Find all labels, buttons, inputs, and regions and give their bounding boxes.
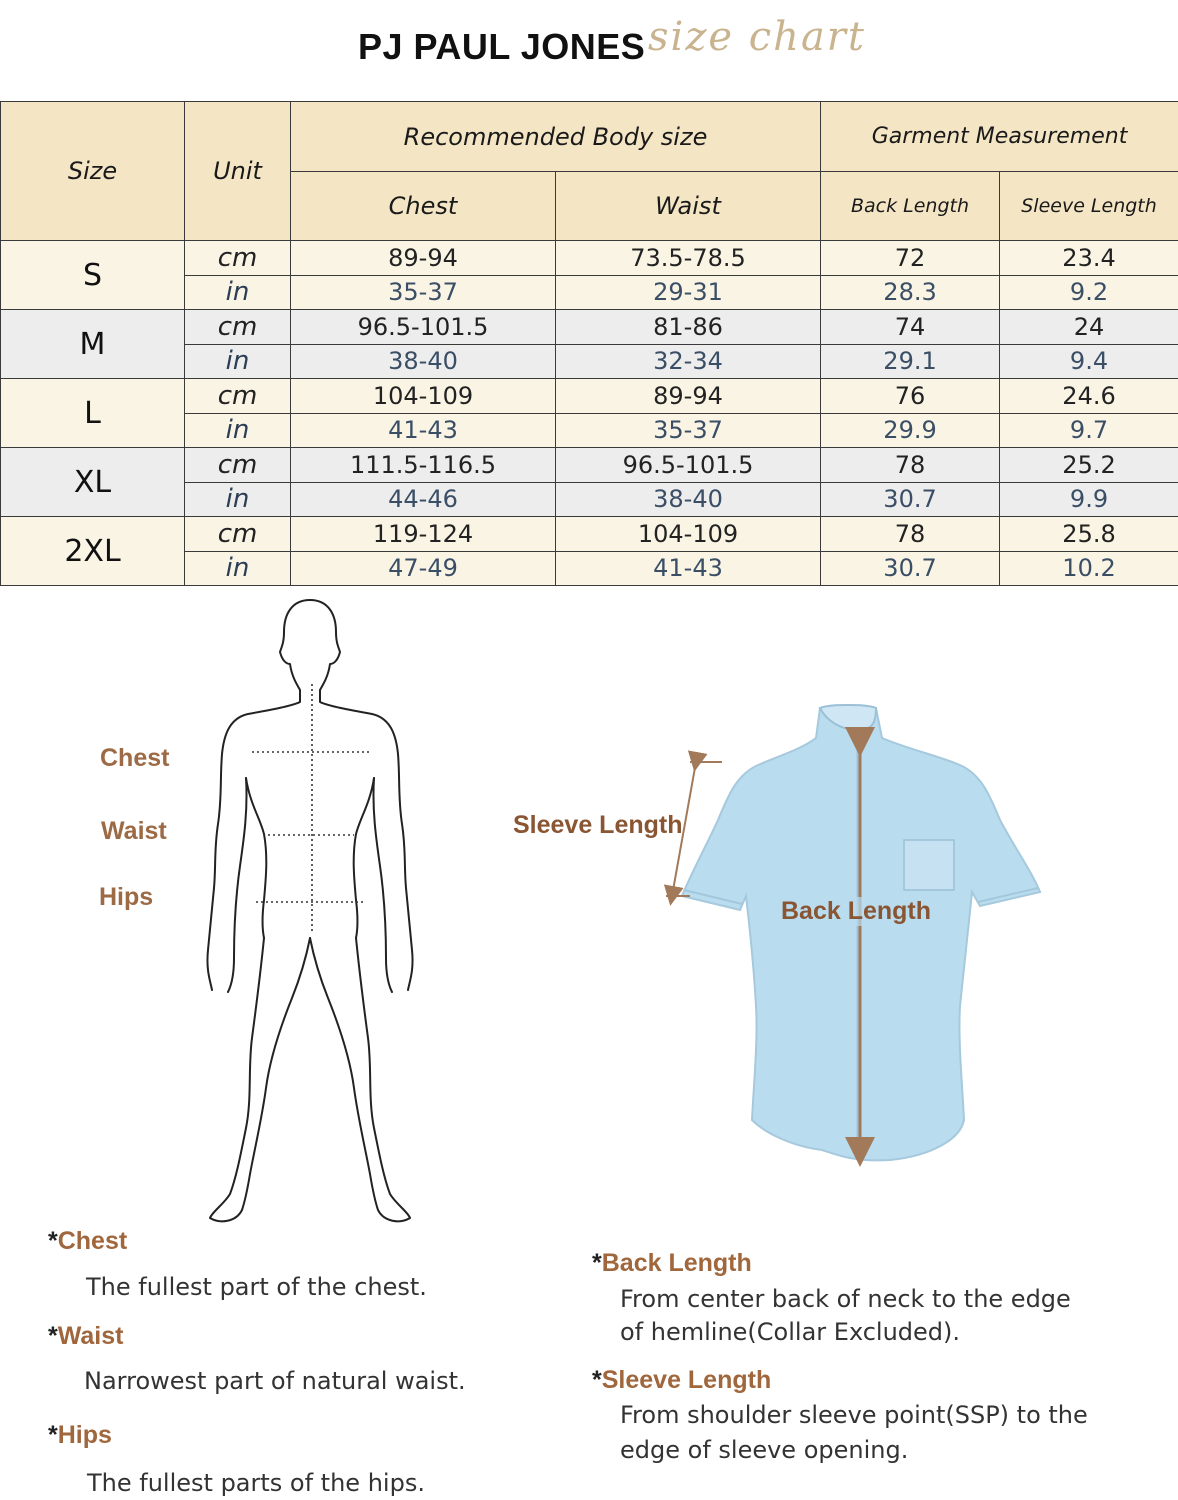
shirt-label-back-length: Back Length <box>781 897 932 925</box>
note-sleeve-length-title-text: Sleeve Length <box>601 1366 772 1394</box>
size-label: L <box>1 379 185 448</box>
note-sleeve-length-title <box>592 1366 771 1395</box>
header-recommended-body-size: Recommended Body size <box>291 102 821 172</box>
header-chest: Chest <box>291 172 556 241</box>
chest-value: 119-124 <box>291 517 556 552</box>
size-label: M <box>1 310 185 379</box>
note-star: * <box>592 1249 602 1277</box>
waist-value: 81-86 <box>556 310 821 345</box>
back-length-value: 72 <box>821 241 1000 276</box>
back-length-value: 74 <box>821 310 1000 345</box>
back-length-value: 28.3 <box>821 275 1000 310</box>
brand-name: PJ PAUL JONES <box>358 26 646 67</box>
back-length-value: 76 <box>821 379 1000 414</box>
sleeve-length-value: 23.4 <box>1000 241 1178 276</box>
note-back-length-title-text: Back Length <box>601 1249 752 1277</box>
note-chest-title <box>48 1227 127 1256</box>
note-star: * <box>48 1227 58 1255</box>
note-hips-text: The fullest parts of the hips. <box>87 1469 425 1497</box>
shirt-figure <box>660 700 1060 1170</box>
waist-value: 32-34 <box>556 344 821 379</box>
header-unit: Unit <box>185 102 291 241</box>
body-label-waist: Waist <box>101 817 167 845</box>
waist-value: 35-37 <box>556 413 821 448</box>
body-label-hips: Hips <box>99 883 154 911</box>
shirt-label-sleeve-length: Sleeve Length <box>513 811 683 839</box>
header-size: Size <box>1 102 185 241</box>
table-row <box>1 241 1178 276</box>
note-star: * <box>48 1322 58 1350</box>
unit-cell: cm <box>185 379 291 414</box>
table-row <box>1 310 1178 345</box>
sleeve-length-value: 10.2 <box>1000 551 1178 586</box>
waist-value: 73.5-78.5 <box>556 241 821 276</box>
note-hips-title <box>48 1421 112 1450</box>
chest-value: 111.5-116.5 <box>291 448 556 483</box>
waist-value: 41-43 <box>556 551 821 586</box>
waist-value: 89-94 <box>556 379 821 414</box>
unit-cell: in <box>185 344 291 379</box>
table-row <box>1 448 1178 483</box>
sleeve-length-value: 25.8 <box>1000 517 1178 552</box>
size-label: S <box>1 241 185 310</box>
sleeve-length-value: 24.6 <box>1000 379 1178 414</box>
sleeve-length-value: 9.9 <box>1000 482 1178 517</box>
back-length-value: 29.1 <box>821 344 1000 379</box>
unit-cell: in <box>185 275 291 310</box>
body-label-chest: Chest <box>100 744 170 772</box>
back-length-value: 78 <box>821 517 1000 552</box>
chest-value: 47-49 <box>291 551 556 586</box>
note-back-length-line2: of hemline(Collar Excluded). <box>620 1318 961 1346</box>
size-label: 2XL <box>1 517 185 586</box>
size-chart-table <box>0 101 1178 586</box>
unit-cell: in <box>185 551 291 586</box>
size-label: XL <box>1 448 185 517</box>
waist-value: 38-40 <box>556 482 821 517</box>
header-back-length: Back Length <box>821 172 1000 241</box>
header-garment-measurement: Garment Measurement <box>821 102 1178 172</box>
chest-value: 96.5-101.5 <box>291 310 556 345</box>
header-waist: Waist <box>556 172 821 241</box>
sleeve-length-value: 9.2 <box>1000 275 1178 310</box>
unit-cell: cm <box>185 310 291 345</box>
note-star: * <box>48 1421 58 1449</box>
back-length-value: 30.7 <box>821 482 1000 517</box>
header-sleeve-length: Sleeve Length <box>1000 172 1178 241</box>
table-row <box>1 379 1178 414</box>
note-hips-title-text: Hips <box>57 1421 112 1449</box>
sleeve-length-value: 25.2 <box>1000 448 1178 483</box>
table-header-row <box>1 102 1178 172</box>
unit-cell: in <box>185 413 291 448</box>
note-sleeve-length-line1: From shoulder sleeve point(SSP) to the <box>620 1401 1088 1429</box>
waist-value: 96.5-101.5 <box>556 448 821 483</box>
chest-value: 44-46 <box>291 482 556 517</box>
unit-cell: cm <box>185 517 291 552</box>
chest-value: 35-37 <box>291 275 556 310</box>
chest-value: 104-109 <box>291 379 556 414</box>
note-star: * <box>592 1366 602 1394</box>
unit-cell: cm <box>185 448 291 483</box>
note-chest-text: The fullest part of the chest. <box>86 1273 427 1301</box>
note-waist-title <box>48 1322 123 1351</box>
note-back-length-title <box>592 1249 752 1278</box>
chest-value: 89-94 <box>291 241 556 276</box>
note-waist-text: Narrowest part of natural waist. <box>84 1367 466 1395</box>
size-chart-script-title: size chart <box>648 14 866 60</box>
note-back-length-line1: From center back of neck to the edge <box>620 1285 1071 1313</box>
table-row <box>1 517 1178 552</box>
back-length-value: 29.9 <box>821 413 1000 448</box>
sleeve-length-value: 9.7 <box>1000 413 1178 448</box>
header <box>0 0 1178 100</box>
back-length-value: 30.7 <box>821 551 1000 586</box>
unit-cell: cm <box>185 241 291 276</box>
unit-cell: in <box>185 482 291 517</box>
sleeve-length-value: 9.4 <box>1000 344 1178 379</box>
note-waist-title-text: Waist <box>57 1322 124 1350</box>
waist-value: 104-109 <box>556 517 821 552</box>
chest-value: 41-43 <box>291 413 556 448</box>
back-length-value: 78 <box>821 448 1000 483</box>
sleeve-length-value: 24 <box>1000 310 1178 345</box>
waist-value: 29-31 <box>556 275 821 310</box>
body-outline-figure <box>200 598 420 1228</box>
note-chest-title-text: Chest <box>57 1227 128 1255</box>
chest-value: 38-40 <box>291 344 556 379</box>
note-sleeve-length-line2: edge of sleeve opening. <box>620 1436 909 1464</box>
